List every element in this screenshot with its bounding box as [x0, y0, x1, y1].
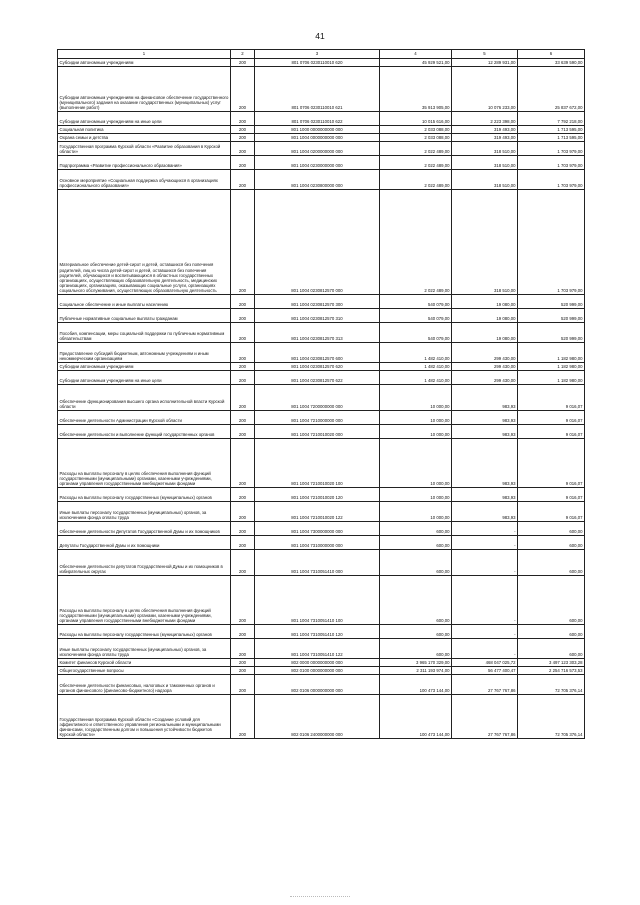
row-budget-code: 802 0106 2400000000 000 — [255, 694, 380, 738]
column-header: 2 — [231, 50, 255, 59]
row-line-code: 200 — [231, 666, 255, 674]
row-line-code: 200 — [231, 549, 255, 575]
column-header: 1 — [58, 50, 231, 59]
footer-mark — [290, 896, 350, 898]
row-remaining-amount: 520 999,00 — [518, 322, 585, 342]
row-approved-amount: 10 000,00 — [380, 410, 452, 424]
row-name: Социальная политика — [58, 125, 231, 133]
row-executed-amount: 299 430,00 — [452, 370, 518, 384]
table-row — [58, 155, 585, 169]
row-line-code: 200 — [231, 294, 255, 308]
row-line-code: 200 — [231, 155, 255, 169]
row-remaining-amount: 33 639 590,00 — [518, 58, 585, 66]
row-line-code: 200 — [231, 487, 255, 501]
row-name: Обеспечение деятельности депутатов Государственной Думы и их помощников в избирательных округах — [58, 549, 231, 575]
row-executed-amount: 983,93 — [452, 410, 518, 424]
row-line-code: 200 — [231, 384, 255, 410]
table-row — [58, 362, 585, 370]
row-approved-amount: 1 482 410,00 — [380, 342, 452, 362]
row-approved-amount: 10 000,00 — [380, 384, 452, 410]
row-remaining-amount: 600,00 — [518, 549, 585, 575]
row-line-code: 200 — [231, 410, 255, 424]
column-header: 3 — [255, 50, 380, 59]
row-approved-amount: 2 022 489,00 — [380, 141, 452, 155]
column-header: 6 — [518, 50, 585, 59]
row-approved-amount: 600,00 — [380, 638, 452, 658]
row-approved-amount: 45 929 521,00 — [380, 58, 452, 66]
row-line-code: 200 — [231, 370, 255, 384]
row-approved-amount: 540 079,00 — [380, 322, 452, 342]
row-approved-amount: 2 311 193 974,00 — [380, 666, 452, 674]
row-name: Субсидии автономным учреждениям — [58, 362, 231, 370]
table-row — [58, 694, 585, 738]
table-row — [58, 666, 585, 674]
row-remaining-amount: 1 182 980,00 — [518, 370, 585, 384]
row-approved-amount: 10 000,00 — [380, 487, 452, 501]
table-row — [58, 125, 585, 133]
row-approved-amount: 10 015 616,00 — [380, 111, 452, 125]
table-header-row — [58, 50, 585, 59]
row-approved-amount: 2 022 489,00 — [380, 155, 452, 169]
row-remaining-amount: 1 182 980,00 — [518, 342, 585, 362]
row-approved-amount: 100 473 144,00 — [380, 674, 452, 694]
row-remaining-amount: 1 713 595,00 — [518, 133, 585, 141]
row-approved-amount: 10 000,00 — [380, 424, 452, 438]
row-line-code: 200 — [231, 674, 255, 694]
table-row — [58, 308, 585, 322]
row-budget-code: 801 1004 7310051410 000 — [255, 549, 380, 575]
row-executed-amount: 983,93 — [452, 438, 518, 487]
row-executed-amount: 468 047 025,72 — [452, 658, 518, 666]
table-row — [58, 501, 585, 521]
row-budget-code: 801 1004 7210010020 100 — [255, 438, 380, 487]
row-remaining-amount: 520 999,00 — [518, 294, 585, 308]
row-budget-code: 801 1004 7310051410 120 — [255, 624, 380, 638]
row-name: Расходы на выплаты персоналу государственных (муниципальных) органов — [58, 487, 231, 501]
row-executed-amount: 12 289 931,00 — [452, 58, 518, 66]
row-name: Иные выплаты персоналу государственных (муниципальных) органов, за исключением фонда оплаты труда — [58, 638, 231, 658]
row-budget-code: 801 1004 7210010020 000 — [255, 424, 380, 438]
row-executed-amount: 299 430,00 — [452, 342, 518, 362]
row-budget-code: 802 0106 0000000000 000 — [255, 674, 380, 694]
table-row — [58, 487, 585, 501]
table-row — [58, 549, 585, 575]
row-approved-amount: 3 965 170 329,00 — [380, 658, 452, 666]
row-line-code: 200 — [231, 125, 255, 133]
table-row — [58, 674, 585, 694]
row-executed-amount: - — [452, 638, 518, 658]
row-budget-code: 801 1004 7310051410 122 — [255, 638, 380, 658]
row-remaining-amount: 9 016,07 — [518, 501, 585, 521]
row-remaining-amount: 9 016,07 — [518, 438, 585, 487]
row-name: Обеспечение деятельности финансовых, налоговых и таможенных органов и органов финансового (финансово-бюджетного) надзора — [58, 674, 231, 694]
table-row — [58, 294, 585, 308]
row-budget-code: 801 1004 7200000000 000 — [255, 384, 380, 410]
table-row — [58, 342, 585, 362]
table-row — [58, 58, 585, 66]
row-approved-amount: 540 079,00 — [380, 308, 452, 322]
row-line-code: 200 — [231, 535, 255, 549]
row-line-code: 200 — [231, 658, 255, 666]
row-budget-code: 802 0100 0000000000 000 — [255, 666, 380, 674]
row-name: Подпрограмма «Развитие профессионального образования» — [58, 155, 231, 169]
row-remaining-amount: 3 497 123 303,28 — [518, 658, 585, 666]
row-executed-amount: - — [452, 549, 518, 575]
table-row — [58, 410, 585, 424]
row-line-code: 200 — [231, 342, 255, 362]
row-name: Материальное обеспечение детей-сирот и детей, оставшихся без попечения родителей, лиц из числа детей-сирот и детей, оставшихся без попечения родителей, обучающихся и воспитывающихся в областных государственных организациях, осуществляющих образовательную деятельность, медицинских организациях, организациях, оказывающих социальные услуги, организациях социального обслуживания, осуществляющих образовательную деятельность — [58, 189, 231, 294]
row-name: Обеспечение деятельности Депутатов Государственной Думы и их помощников — [58, 521, 231, 535]
row-executed-amount: 2 223 398,00 — [452, 111, 518, 125]
row-budget-code: 801 0706 0230110010 621 — [255, 66, 380, 111]
row-line-code: 200 — [231, 424, 255, 438]
row-approved-amount: 2 022 489,00 — [380, 169, 452, 189]
row-line-code: 200 — [231, 438, 255, 487]
row-line-code: 200 — [231, 624, 255, 638]
row-budget-code: 801 1004 0000000000 000 — [255, 133, 380, 141]
row-line-code: 200 — [231, 58, 255, 66]
row-budget-code: 801 1000 0000000000 000 — [255, 125, 380, 133]
row-line-code: 200 — [231, 575, 255, 624]
row-approved-amount: 2 022 489,00 — [380, 189, 452, 294]
row-line-code: 200 — [231, 189, 255, 294]
row-approved-amount: 10 000,00 — [380, 501, 452, 521]
row-budget-code: 801 1004 0230812570 300 — [255, 294, 380, 308]
row-remaining-amount: 9 016,07 — [518, 410, 585, 424]
row-remaining-amount: 600,00 — [518, 575, 585, 624]
row-remaining-amount: 600,00 — [518, 638, 585, 658]
row-approved-amount: 1 482 410,00 — [380, 370, 452, 384]
row-budget-code: 801 1004 7310000000 000 — [255, 535, 380, 549]
row-name: Расходы на выплаты персоналу государственных (муниципальных) органов — [58, 624, 231, 638]
row-executed-amount: 318 510,00 — [452, 141, 518, 155]
row-budget-code: 801 1004 0230812570 622 — [255, 370, 380, 384]
row-approved-amount: 600,00 — [380, 535, 452, 549]
row-approved-amount: 600,00 — [380, 521, 452, 535]
row-name: Субсидии автономным учреждениям — [58, 58, 231, 66]
row-executed-amount: 27 767 767,86 — [452, 674, 518, 694]
row-remaining-amount: 1 713 595,00 — [518, 125, 585, 133]
row-line-code: 200 — [231, 638, 255, 658]
row-approved-amount: 540 079,00 — [380, 294, 452, 308]
row-executed-amount: 983,93 — [452, 384, 518, 410]
row-budget-code: 801 1004 7310051410 100 — [255, 575, 380, 624]
row-line-code: 200 — [231, 66, 255, 111]
row-approved-amount: 100 473 144,00 — [380, 694, 452, 738]
row-line-code: 200 — [231, 133, 255, 141]
table-row — [58, 535, 585, 549]
row-remaining-amount: 9 016,07 — [518, 424, 585, 438]
row-name: Субсидии автономным учреждениям на иные цели — [58, 370, 231, 384]
row-budget-code: 801 1004 7210010020 122 — [255, 501, 380, 521]
row-budget-code: 801 0706 0230110010 620 — [255, 58, 380, 66]
row-line-code: 200 — [231, 501, 255, 521]
row-name: Охрана семьи и детства — [58, 133, 231, 141]
row-line-code: 200 — [231, 308, 255, 322]
row-name: Основное мероприятие «Социальная поддержка обучающихся в организациях профессионального образования» — [58, 169, 231, 189]
row-remaining-amount: 7 792 218,00 — [518, 111, 585, 125]
row-budget-code: 801 1004 0230812570 600 — [255, 342, 380, 362]
row-remaining-amount: 72 705 376,14 — [518, 674, 585, 694]
row-line-code: 200 — [231, 141, 255, 155]
row-name: Иные выплаты персоналу государственных (муниципальных) органов, за исключением фонда оплаты труда — [58, 501, 231, 521]
row-remaining-amount: 600,00 — [518, 535, 585, 549]
row-executed-amount: 27 767 767,86 — [452, 694, 518, 738]
budget-table — [57, 49, 585, 739]
row-executed-amount: - — [452, 624, 518, 638]
row-name: Депутаты Государственной Думы и их помощники — [58, 535, 231, 549]
row-budget-code: 802 0000 0000000000 000 — [255, 658, 380, 666]
row-name: Пособия, компенсации, меры социальной поддержки по публичным нормативным обязательствам — [58, 322, 231, 342]
table-row — [58, 370, 585, 384]
row-budget-code: 801 1004 0230812570 000 — [255, 189, 380, 294]
row-name: Публичные нормативные социальные выплаты гражданам — [58, 308, 231, 322]
table-row — [58, 141, 585, 155]
row-executed-amount: 318 510,00 — [452, 189, 518, 294]
row-name: Обеспечение деятельности и выполнение функций государственных органов — [58, 424, 231, 438]
row-approved-amount: 10 000,00 — [380, 438, 452, 487]
table-row — [58, 133, 585, 141]
table-row — [58, 66, 585, 111]
row-remaining-amount: 520 999,00 — [518, 308, 585, 322]
row-executed-amount: 319 493,00 — [452, 125, 518, 133]
row-name: Социальное обеспечение и иные выплаты населению — [58, 294, 231, 308]
row-name: Комитет финансов Курской области — [58, 658, 231, 666]
table-body — [58, 58, 585, 738]
table-row — [58, 521, 585, 535]
row-name: Общегосударственные вопросы — [58, 666, 231, 674]
row-approved-amount: 600,00 — [380, 575, 452, 624]
row-line-code: 200 — [231, 111, 255, 125]
row-budget-code: 801 1004 0230812570 310 — [255, 308, 380, 322]
row-executed-amount: 318 510,00 — [452, 169, 518, 189]
table-row — [58, 322, 585, 342]
row-executed-amount: 983,93 — [452, 487, 518, 501]
row-budget-code: 801 1004 0230812570 620 — [255, 362, 380, 370]
table-row — [58, 624, 585, 638]
row-name: Предоставление субсидий бюджетным, автономным учреждениям и иным некоммерческим организациям — [58, 342, 231, 362]
row-executed-amount: 319 493,00 — [452, 133, 518, 141]
row-name: Государственная программа Курской области «Создание условий для эффективного и ответственного управления региональными и муниципальными финансами, государственным долгом и повышения устойчивости бюджетов Курской области» — [58, 694, 231, 738]
row-remaining-amount: 1 703 979,00 — [518, 155, 585, 169]
row-name: Обеспечение функционирования высшего органа исполнительной власти Курской области — [58, 384, 231, 410]
table-row — [58, 638, 585, 658]
row-remaining-amount: 9 016,07 — [518, 384, 585, 410]
row-approved-amount: 2 033 088,00 — [380, 125, 452, 133]
row-executed-amount: - — [452, 521, 518, 535]
row-executed-amount: - — [452, 575, 518, 624]
row-executed-amount: 983,93 — [452, 501, 518, 521]
row-remaining-amount: 1 703 979,00 — [518, 169, 585, 189]
row-approved-amount: 600,00 — [380, 549, 452, 575]
row-executed-amount: 10 076 233,00 — [452, 66, 518, 111]
table-row — [58, 424, 585, 438]
row-remaining-amount: 600,00 — [518, 521, 585, 535]
table-row — [58, 658, 585, 666]
row-name: Субсидии автономным учреждениям на финансовое обеспечение государственного (муниципального) задания на оказание государственных (муниципальных) услуг (выполнение работ) — [58, 66, 231, 111]
row-executed-amount: 19 080,00 — [452, 294, 518, 308]
row-budget-code: 801 1004 0230000000 000 — [255, 155, 380, 169]
row-remaining-amount: 25 837 672,00 — [518, 66, 585, 111]
row-name: Расходы на выплаты персоналу в целях обеспечения выполнения функций государственными (муниципальными) органами, казенными учреждениями, органами управления государственными внебюджетными фондами — [58, 438, 231, 487]
row-budget-code: 801 0706 0230110010 622 — [255, 111, 380, 125]
row-remaining-amount: 1 182 980,00 — [518, 362, 585, 370]
table-row — [58, 384, 585, 410]
row-remaining-amount: 600,00 — [518, 624, 585, 638]
table-row — [58, 111, 585, 125]
row-remaining-amount: 1 703 979,00 — [518, 141, 585, 155]
row-approved-amount: 600,00 — [380, 624, 452, 638]
row-remaining-amount: 9 016,07 — [518, 487, 585, 501]
table-row — [58, 169, 585, 189]
row-budget-code: 801 1004 0230812570 313 — [255, 322, 380, 342]
row-approved-amount: 1 482 410,00 — [380, 362, 452, 370]
row-remaining-amount: 72 705 376,14 — [518, 694, 585, 738]
row-executed-amount: 983,93 — [452, 424, 518, 438]
row-name: Государственная программа Курской области «Развитие образования в Курской области» — [58, 141, 231, 155]
row-name: Субсидии автономным учреждениям на иные цели — [58, 111, 231, 125]
row-executed-amount: 299 430,00 — [452, 362, 518, 370]
row-executed-amount: 19 080,00 — [452, 308, 518, 322]
row-executed-amount: 56 477 400,47 — [452, 666, 518, 674]
row-remaining-amount: 2 254 716 573,53 — [518, 666, 585, 674]
row-line-code: 200 — [231, 521, 255, 535]
row-name: Обеспечение деятельности Администрации Курской области — [58, 410, 231, 424]
row-line-code: 200 — [231, 169, 255, 189]
row-budget-code: 801 1004 7210000000 000 — [255, 410, 380, 424]
row-line-code: 200 — [231, 694, 255, 738]
row-approved-amount: 35 913 905,00 — [380, 66, 452, 111]
row-budget-code: 801 1004 7300000000 000 — [255, 521, 380, 535]
table-row — [58, 438, 585, 487]
column-header: 5 — [452, 50, 518, 59]
row-line-code: 200 — [231, 322, 255, 342]
row-remaining-amount: 1 703 979,00 — [518, 189, 585, 294]
row-budget-code: 801 1004 0230800000 000 — [255, 169, 380, 189]
row-budget-code: 801 1004 0200000000 000 — [255, 141, 380, 155]
column-header: 4 — [380, 50, 452, 59]
table-row — [58, 189, 585, 294]
row-approved-amount: 2 033 088,00 — [380, 133, 452, 141]
row-budget-code: 801 1004 7210010020 120 — [255, 487, 380, 501]
row-executed-amount: 318 510,00 — [452, 155, 518, 169]
row-executed-amount: 19 080,00 — [452, 322, 518, 342]
page-number: 41 — [315, 31, 325, 41]
row-executed-amount: - — [452, 535, 518, 549]
row-name: Расходы на выплаты персоналу в целях обеспечения выполнения функций государственными (муниципальными) органами, казенными учреждениями, органами управления государственными внебюджетными фондами — [58, 575, 231, 624]
table-row — [58, 575, 585, 624]
row-line-code: 200 — [231, 362, 255, 370]
